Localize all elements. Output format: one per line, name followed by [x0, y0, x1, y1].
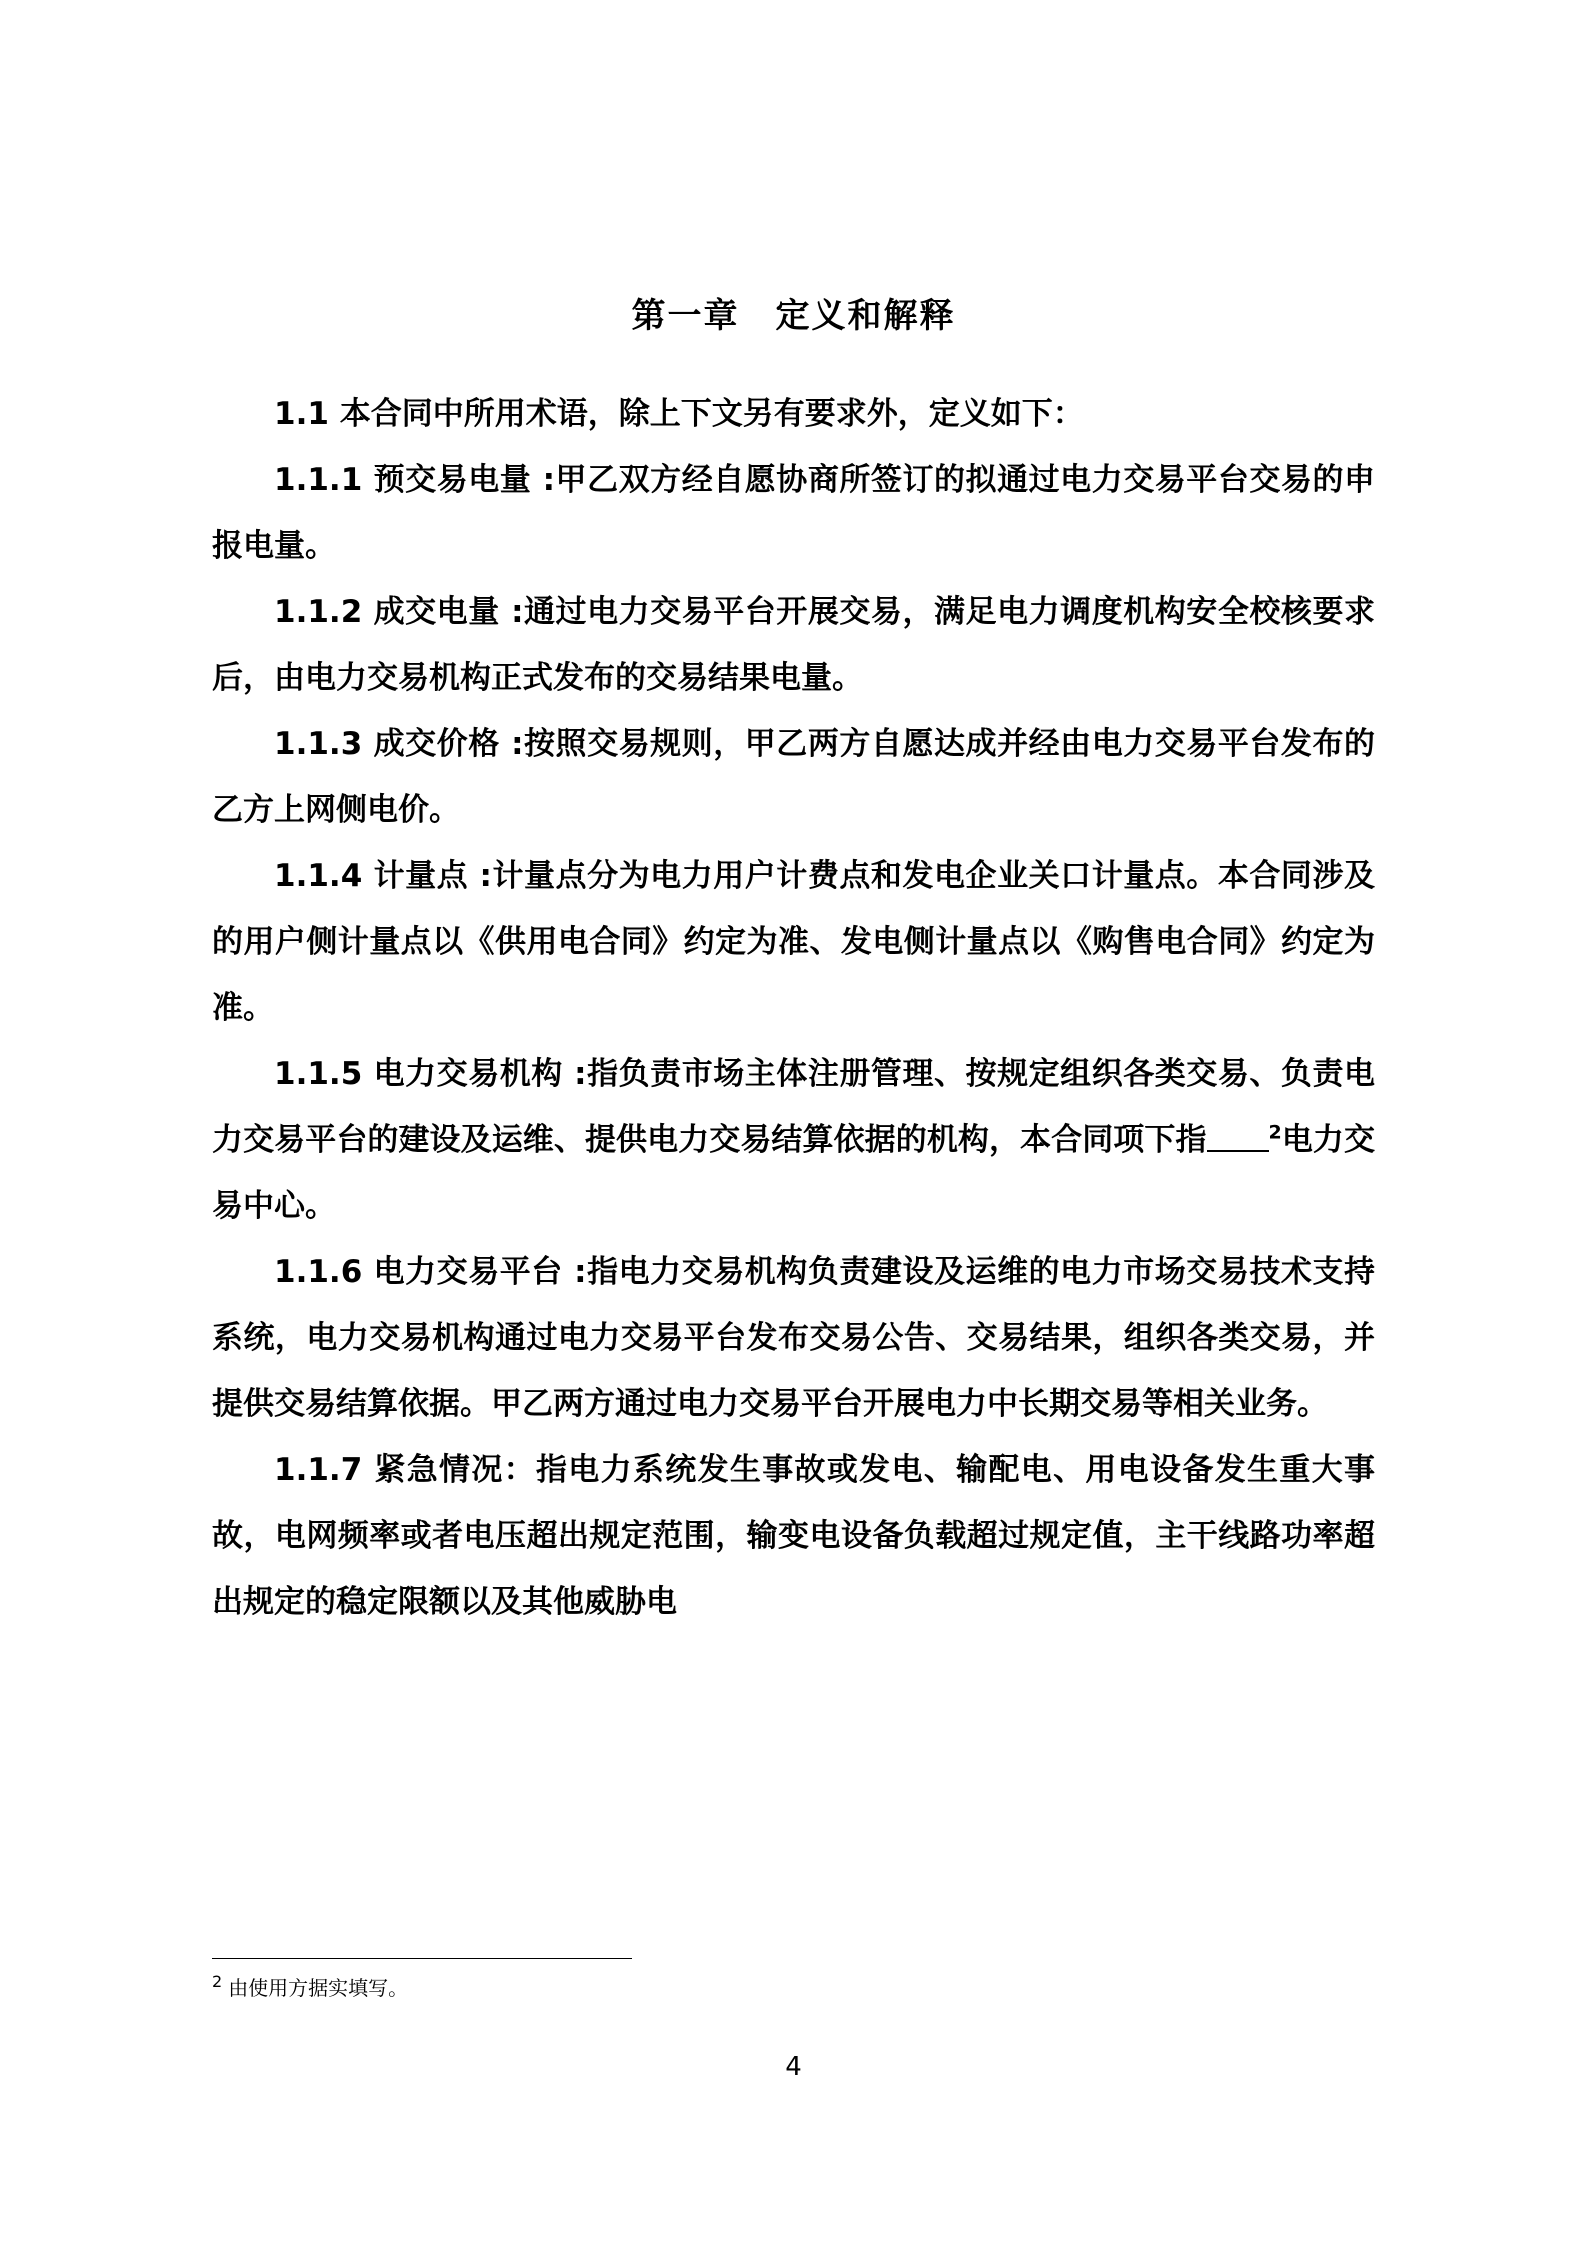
footnote-reference: 2	[1268, 1121, 1282, 1144]
paragraph-1-1-1: 1.1.1 预交易电量 :甲乙双方经自愿协商所签订的拟通过电力交易平台交易的申报电量。	[212, 462, 1375, 564]
chapter-title-left: 第一章	[631, 296, 740, 336]
paragraph-1-1-2: 1.1.2 成交电量 :通过电力交易平台开展交易，满足电力调度机构安全校核要求后，由电力交易机构正式发布的交易结果电量。	[212, 594, 1375, 696]
fill-in-blank	[1207, 1150, 1269, 1152]
page-number: 4	[785, 2052, 802, 2082]
paragraph-1-1-5	[212, 1041, 1375, 1239]
paragraph-1-1: 1.1 本合同中所用术语，除上下文另有要求外，定义如下：	[274, 396, 1084, 432]
paragraph-1-1-6: 1.1.6 电力交易平台 :指电力交易机构负责建设及运维的电力市场交易技术支持系统，电力交易机构通过电力交易平台发布交易公告、交易结果，组织各类交易，并提供交易结算依据。甲乙两方通过电力交易平台开展电力中长期交易等相关业务。	[212, 1254, 1375, 1422]
footnote	[212, 1972, 1112, 2004]
paragraph-1-1-5-after-blank: 电力交易中心。	[212, 1122, 1376, 1224]
footnote-marker: 2	[212, 1972, 223, 1992]
paragraph-1-1-7: 1.1.7 紧急情况：指电力系统发生事故或发电、输配电、用电设备发生重大事故，电网频率或者电压超出规定范围，输变电设备负载超过规定值，主干线路功率超出规定的稳定限额以及其他威胁电	[212, 1452, 1375, 1620]
chapter-title	[212, 288, 1375, 337]
paragraph-1-1-5-before-blank: 1.1.5 电力交易机构 :指负责市场主体注册管理、按规定组织各类交易、负责电力交易平台的建设及运维、提供电力交易结算依据的机构，本合同项下指	[212, 1056, 1375, 1158]
paragraph-1-1-4: 1.1.4 计量点 :计量点分为电力用户计费点和发电企业关口计量点。本合同涉及的用户侧计量点以《供用电合同》约定为准、发电侧计量点以《购售电合同》约定为准。	[212, 858, 1375, 1026]
footnote-separator	[212, 1958, 632, 1959]
paragraph-1-1-3: 1.1.3 成交价格 :按照交易规则，甲乙两方自愿达成并经由电力交易平台发布的乙方上网侧电价。	[212, 726, 1375, 828]
page-content	[212, 0, 1375, 1635]
chapter-title-right: 定义和解释	[775, 296, 956, 336]
footnote-text: 由使用方据实填写。	[228, 1976, 409, 2000]
